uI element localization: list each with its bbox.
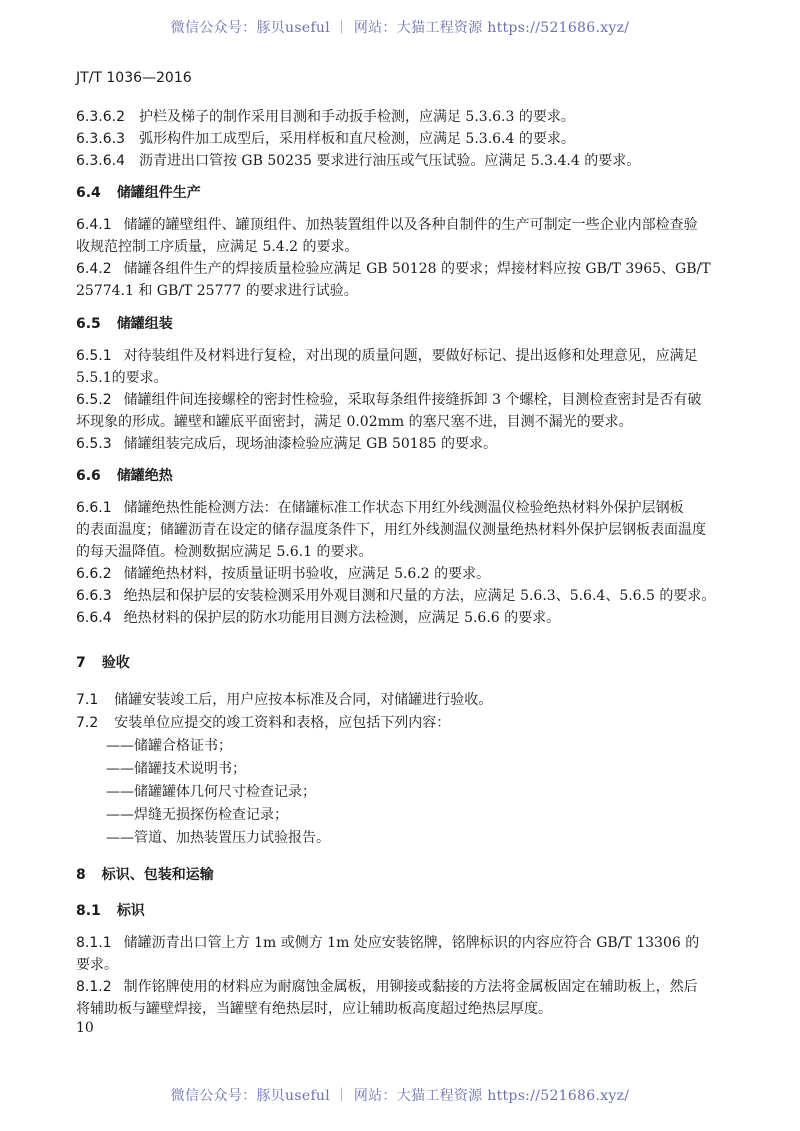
clause-text: 的表面温度；储罐沥青在设定的储存温度条件下，用红外线测温仪测量绝热材料外保护层钢板表面温度 xyxy=(76,522,706,538)
clause-line xyxy=(76,346,698,366)
clause-line xyxy=(76,390,701,410)
clause-text: 储罐组件间连接螺栓的密封性检验，采取每条组件接缝拆卸 3 个螺栓，目测检查密封是否有破 xyxy=(123,392,702,408)
list-item xyxy=(106,736,232,756)
clause-line xyxy=(76,955,118,975)
clause-number: 6.6.3 xyxy=(76,588,112,604)
clause-number: 6.6 xyxy=(76,468,101,484)
clause-line xyxy=(76,107,575,127)
standard-header: JT/T 1036—2016 xyxy=(76,70,192,86)
clause-text: 储罐的罐壁组件、罐顶组件、加热装置组件以及各种自制件的生产可制定一些企业内部检查验 xyxy=(123,217,698,233)
section-heading xyxy=(76,314,173,334)
heading-text: 储罐绝热 xyxy=(116,468,173,484)
clause-text: 5.5.1的要求。 xyxy=(76,370,168,386)
clause-line xyxy=(76,713,450,733)
clause-text: 绝热材料的保护层的防水功能用目测方法检测，应满足 5.6.6 的要求。 xyxy=(123,610,561,626)
heading-text: 标识 xyxy=(116,903,145,919)
watermark-bottom: 微信公众号：豚贝useful ｜ 网站：大猫工程资源 https://521686.xyz/ xyxy=(170,1088,630,1104)
page-number: 10 xyxy=(76,1020,94,1036)
list-item xyxy=(106,828,330,848)
clause-text: 弧形构件加工成型后，采用样板和直尺检测，应满足 5.3.6.4 的要求。 xyxy=(138,131,575,147)
heading-text: 储罐组装 xyxy=(116,316,173,332)
clause-line xyxy=(76,129,575,149)
clause-text: 储罐沥青出口管上方 1m 或侧方 1m 处应安装铭牌，铭牌标识的内容应符合 GB/T 13306 的 xyxy=(123,935,700,951)
clause-line xyxy=(76,586,715,606)
clause-line xyxy=(76,151,640,171)
list-item xyxy=(106,782,316,802)
clause-text: ——管道、加热装置压力试验报告。 xyxy=(106,830,330,846)
clause-text: 安装单位应提交的竣工资料和表格，应包括下列内容： xyxy=(114,715,451,731)
clause-text: 绝热层和保护层的安装检测采用外观目测和尺量的方法，应满足 5.6.3、5.6.4、5.6.5 的要求。 xyxy=(123,588,716,604)
clause-number: 6.4.2 xyxy=(76,261,112,277)
clause-line xyxy=(76,259,711,279)
clause-line xyxy=(76,498,684,518)
clause-number: 6.3.6.2 xyxy=(76,109,125,125)
clause-line xyxy=(76,999,552,1019)
clause-line xyxy=(76,542,373,562)
section-heading xyxy=(76,865,214,885)
clause-text: 要求。 xyxy=(76,957,118,973)
clause-text: 的每天温降值。检测数据应满足 5.6.1 的要求。 xyxy=(76,544,373,560)
clause-number: 6.6.2 xyxy=(76,566,112,582)
clause-text: 储罐绝热材料，按质量证明书验收，应满足 5.6.2 的要求。 xyxy=(123,566,491,582)
clause-text: 制作铭牌使用的材料应为耐腐蚀金属板，用铆接或黏接的方法将金属板固定在辅助板上，然后 xyxy=(123,979,698,995)
clause-text: 将辅助板与罐壁焊接，当罐壁有绝热层时，应让辅助板高度超过绝热层厚度。 xyxy=(76,1001,552,1017)
list-item xyxy=(106,805,288,825)
clause-number: 6.6.1 xyxy=(76,500,112,516)
clause-line xyxy=(76,520,706,540)
clause-text: ——储罐罐体几何尺寸检查记录； xyxy=(106,784,316,800)
clause-text: 对待装组件及材料进行复检，对出现的质量问题，要做好标记、提出返修和处理意见，应满足 xyxy=(123,348,698,364)
section-heading xyxy=(76,183,201,203)
clause-number: 6.5.2 xyxy=(76,392,112,408)
clause-number: 6.4.1 xyxy=(76,217,112,233)
clause-number: 8.1.2 xyxy=(76,979,112,995)
clause-number: 6.4 xyxy=(76,185,101,201)
clause-line xyxy=(76,564,490,584)
clause-text: ——储罐技术说明书； xyxy=(106,761,246,777)
clause-line xyxy=(76,368,168,388)
section-heading xyxy=(76,466,173,486)
clause-number: 6.6.4 xyxy=(76,610,112,626)
clause-text: ——储罐合格证书； xyxy=(106,738,232,754)
clause-line xyxy=(76,237,359,257)
clause-text: 储罐绝热性能检测方法：在储罐标准工作状态下用红外线测温仪检验绝热材料外保护层钢板 xyxy=(123,500,684,516)
clause-text: 收规范控制工序质量，应满足 5.4.2 的要求。 xyxy=(76,239,359,255)
clause-line xyxy=(76,412,633,432)
section-heading xyxy=(76,653,130,673)
clause-number: 8 xyxy=(76,867,86,883)
clause-text: 储罐各组件生产的焊接质量检验应满足 GB 50128 的要求；焊接材料应按 GB/T 3965、GB/T xyxy=(123,261,711,277)
heading-text: 标识、包装和运输 xyxy=(101,867,214,883)
clause-number: 8.1 xyxy=(76,903,101,919)
watermark-top: 微信公众号：豚贝useful ｜ 网站：大猫工程资源 https://521686.xyz/ xyxy=(170,20,630,36)
clause-text: ——焊缝无损探伤检查记录； xyxy=(106,807,288,823)
clause-line xyxy=(76,977,698,997)
clause-text: 护栏及梯子的制作采用目测和手动扳手检测，应满足 5.3.6.3 的要求。 xyxy=(138,109,575,125)
clause-number: 7.1 xyxy=(76,692,99,708)
clause-text: 储罐组装完成后，现场油漆检验应满足 GB 50185 的要求。 xyxy=(123,436,497,452)
clause-text: 沥青进出口管按 GB 50235 要求进行油压或气压试验。应满足 5.3.4.4 的要求。 xyxy=(138,153,641,169)
clause-number: 7 xyxy=(76,655,86,671)
clause-text: 储罐安装竣工后，用户应按本标准及合同，对储罐进行验收。 xyxy=(114,692,493,708)
list-item xyxy=(106,759,246,779)
clause-number: 6.5.1 xyxy=(76,348,112,364)
clause-number: 7.2 xyxy=(76,715,99,731)
clause-number: 6.3.6.3 xyxy=(76,131,125,147)
clause-line xyxy=(76,215,698,235)
clause-number: 6.5 xyxy=(76,316,101,332)
clause-line xyxy=(76,281,358,301)
clause-number: 6.3.6.4 xyxy=(76,153,125,169)
clause-text: 坏现象的形成。罐壁和罐底平面密封，满足 0.02mm 的塞尺塞不进，目测不漏光的要求。 xyxy=(76,414,633,430)
section-heading xyxy=(76,901,145,921)
clause-line xyxy=(76,608,560,628)
clause-number: 8.1.1 xyxy=(76,935,112,951)
clause-line xyxy=(76,933,699,953)
heading-text: 储罐组件生产 xyxy=(116,185,201,201)
clause-line xyxy=(76,690,492,710)
heading-text: 验收 xyxy=(101,655,130,671)
clause-line xyxy=(76,434,497,454)
clause-text: 25774.1 和 GB/T 25777 的要求进行试验。 xyxy=(76,283,358,299)
clause-number: 6.5.3 xyxy=(76,436,112,452)
